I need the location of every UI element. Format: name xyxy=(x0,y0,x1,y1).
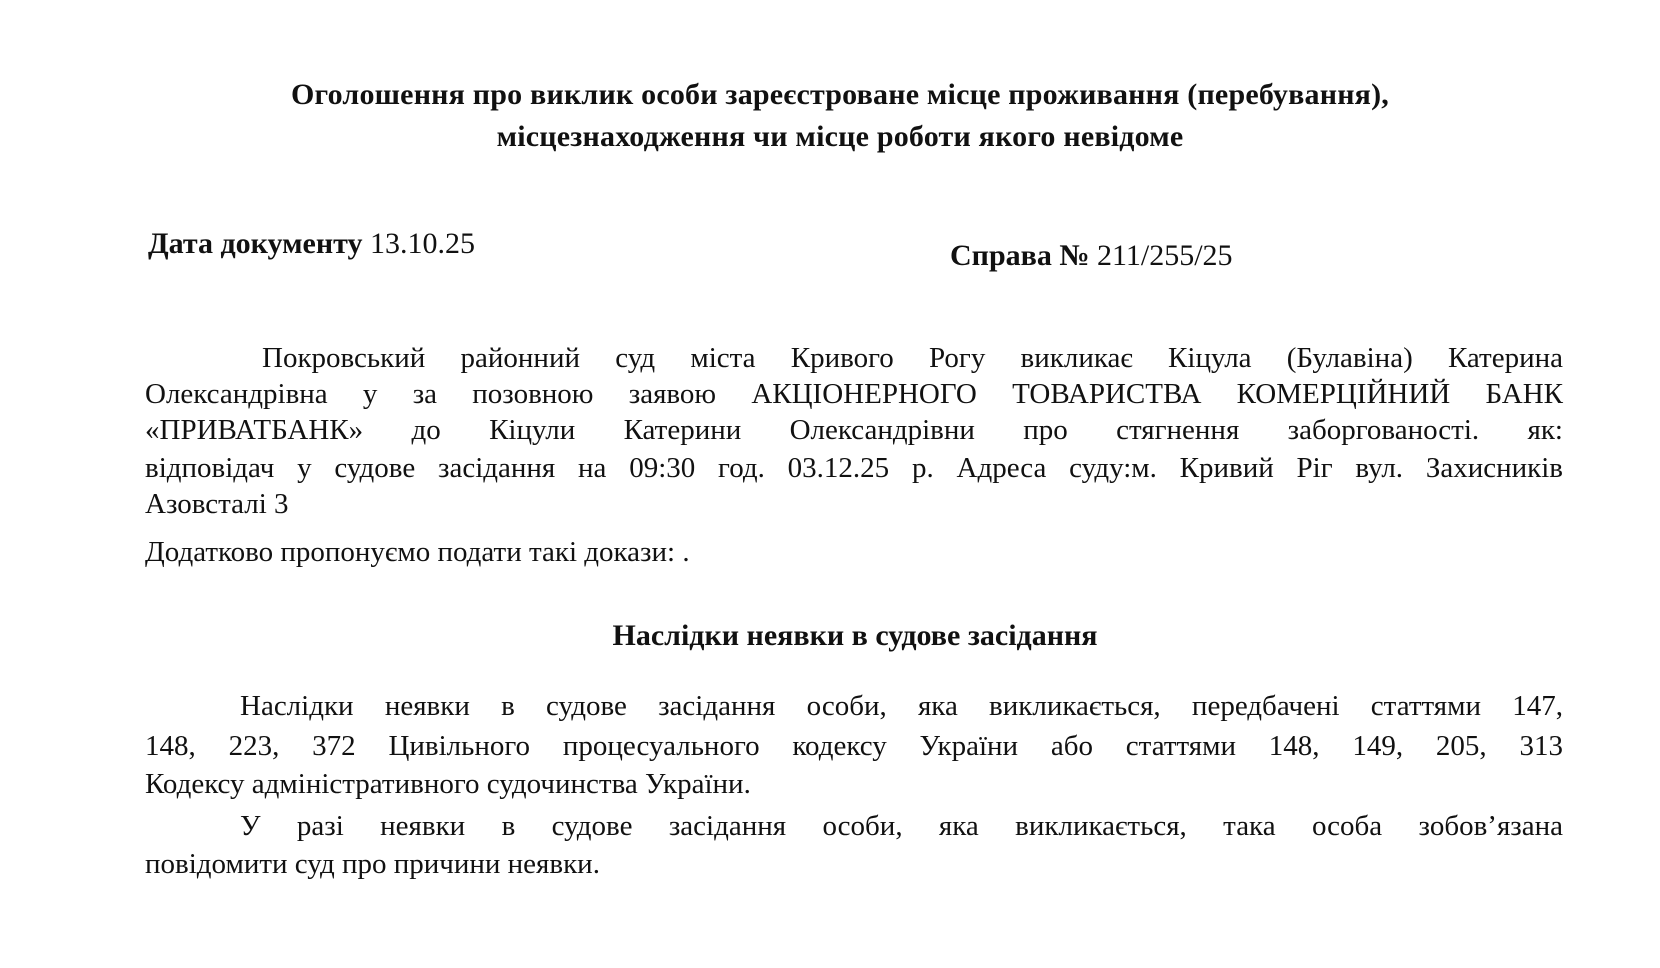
document-title-line-2: місцезнаходження чи місце роботи якого невідоме xyxy=(496,120,1184,153)
consequences-line-3: Кодексу адміністративного судочинства України. xyxy=(145,768,751,800)
summons-line-4: відповідач у судове засідання на 09:30 год. 03.12.25 р. Адреса суду:м. Кривий Ріг вул. Захисників xyxy=(145,452,1563,484)
summons-line-3: «ПРИВАТБАНК» до Кіцули Катерини Олександрівни про стягнення заборгованості. як: xyxy=(145,414,1563,446)
summons-line-5: Азовсталі 3 xyxy=(145,488,289,520)
consequences-line-4: У разі неявки в судове засідання особи, яка викликається, така особа зобов’язана xyxy=(240,810,1563,842)
document-date-label: Дата документу xyxy=(148,227,363,260)
case-number xyxy=(950,238,1233,274)
consequences-line-1: Наслідки неявки в судове засідання особи, яка викликається, передбачені статтями 147, xyxy=(240,690,1563,722)
evidence-request-line: Додатково пропонуємо подати такі докази: . xyxy=(145,536,690,568)
consequences-line-5: повідомити суд про причини неявки. xyxy=(145,848,600,880)
document-date xyxy=(148,226,475,262)
case-number-label: Справа № xyxy=(950,239,1090,272)
consequences-heading: Наслідки неявки в судове засідання xyxy=(612,619,1098,652)
consequences-line-2: 148, 223, 372 Цивільного процесуального кодексу України або статтями 148, 149, 205, 313 xyxy=(145,730,1563,762)
summons-line-2: Олександрівна у за позовною заявою АКЦІОНЕРНОГО ТОВАРИСТВА КОМЕРЦІЙНИЙ БАНК xyxy=(145,378,1563,410)
summons-line-1: Покровський районний суд міста Кривого Рогу викликає Кіцула (Булавіна) Катерина xyxy=(262,342,1563,374)
case-number-value: 211/255/25 xyxy=(1096,239,1233,272)
document-date-value: 13.10.25 xyxy=(369,227,475,260)
document-title-line-1: Оголошення про виклик особи зареєстроване місце проживання (перебування), xyxy=(291,78,1389,111)
